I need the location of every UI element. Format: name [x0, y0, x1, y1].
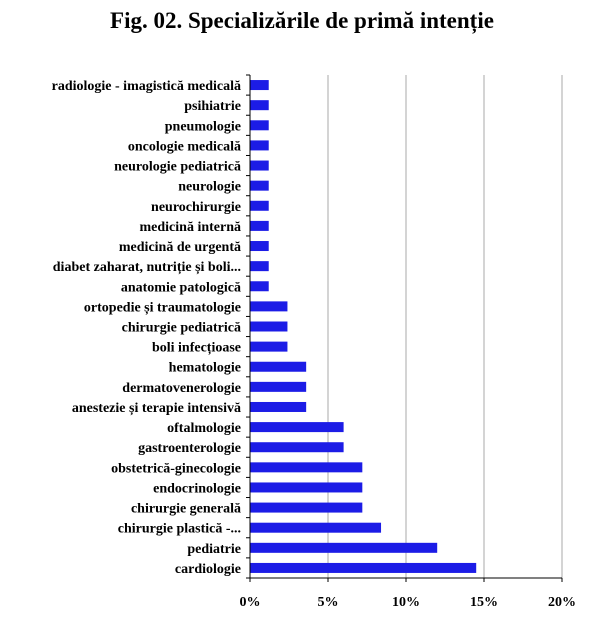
- x-tick-label: 15%: [470, 595, 498, 610]
- bar: [250, 201, 269, 211]
- bar: [250, 281, 269, 291]
- bar: [250, 543, 437, 553]
- category-label: chirurgie pediatrică: [121, 320, 241, 336]
- bar: [250, 120, 269, 130]
- category-label: chirurgie generală: [130, 501, 241, 517]
- category-label: boli infecțioase: [151, 340, 241, 356]
- category-label: pneumologie: [164, 119, 241, 135]
- bar: [250, 80, 269, 90]
- category-label: psihiatrie: [184, 99, 241, 115]
- x-tick-label: 5%: [317, 595, 339, 610]
- x-tick-label: 20%: [548, 595, 576, 610]
- category-label: chirurgie plastică -...: [117, 521, 241, 537]
- category-label: pediatrie: [187, 541, 241, 557]
- bar: [250, 301, 287, 311]
- category-label: medicină internă: [139, 219, 241, 235]
- category-labels: [52, 79, 241, 577]
- bar: [250, 482, 362, 492]
- category-label: dermatovenerologie: [122, 380, 241, 396]
- bar: [250, 161, 269, 171]
- x-tick-label: 10%: [392, 595, 420, 610]
- category-label: oftalmologie: [167, 421, 241, 437]
- bar: [250, 523, 381, 533]
- bar: [250, 402, 306, 412]
- category-label: diabet zaharat, nutriție și boli...: [52, 260, 241, 276]
- chart-title: Fig. 02. Specializările de primă intenție: [110, 8, 494, 33]
- bar: [250, 462, 362, 472]
- bar: [250, 563, 476, 573]
- category-label: gastroenterologie: [138, 441, 241, 457]
- bar: [250, 422, 344, 432]
- bar: [250, 382, 306, 392]
- bar: [250, 100, 269, 110]
- category-label: neurologie: [178, 179, 241, 195]
- bar: [250, 221, 269, 231]
- bars: [250, 80, 476, 573]
- x-tick-label: 0%: [239, 595, 261, 610]
- category-label: hematologie: [168, 360, 241, 376]
- bar: [250, 181, 269, 191]
- category-label: neurochirurgie: [151, 199, 241, 215]
- bar: [250, 140, 269, 150]
- category-label: cardiologie: [174, 561, 241, 577]
- category-label: radiologie - imagistică medicală: [51, 79, 241, 95]
- gridlines: [328, 75, 562, 578]
- category-label: neurologie pediatrică: [114, 159, 241, 175]
- category-label: anatomie patologică: [120, 280, 241, 296]
- bar: [250, 261, 269, 271]
- category-label: ortopedie și traumatologie: [83, 300, 241, 316]
- bar: [250, 442, 344, 452]
- category-label: endocrinologie: [153, 481, 241, 497]
- x-tick-labels: [240, 595, 577, 610]
- category-label: oncologie medicală: [127, 139, 241, 155]
- category-label: medicină de urgentă: [118, 240, 241, 256]
- bar: [250, 322, 287, 332]
- bar: [250, 362, 306, 372]
- category-label: anestezie și terapie intensivă: [71, 400, 241, 416]
- bar: [250, 342, 287, 352]
- bar: [250, 241, 269, 251]
- bar: [250, 503, 362, 513]
- category-label: obstetrică-ginecologie: [111, 461, 241, 477]
